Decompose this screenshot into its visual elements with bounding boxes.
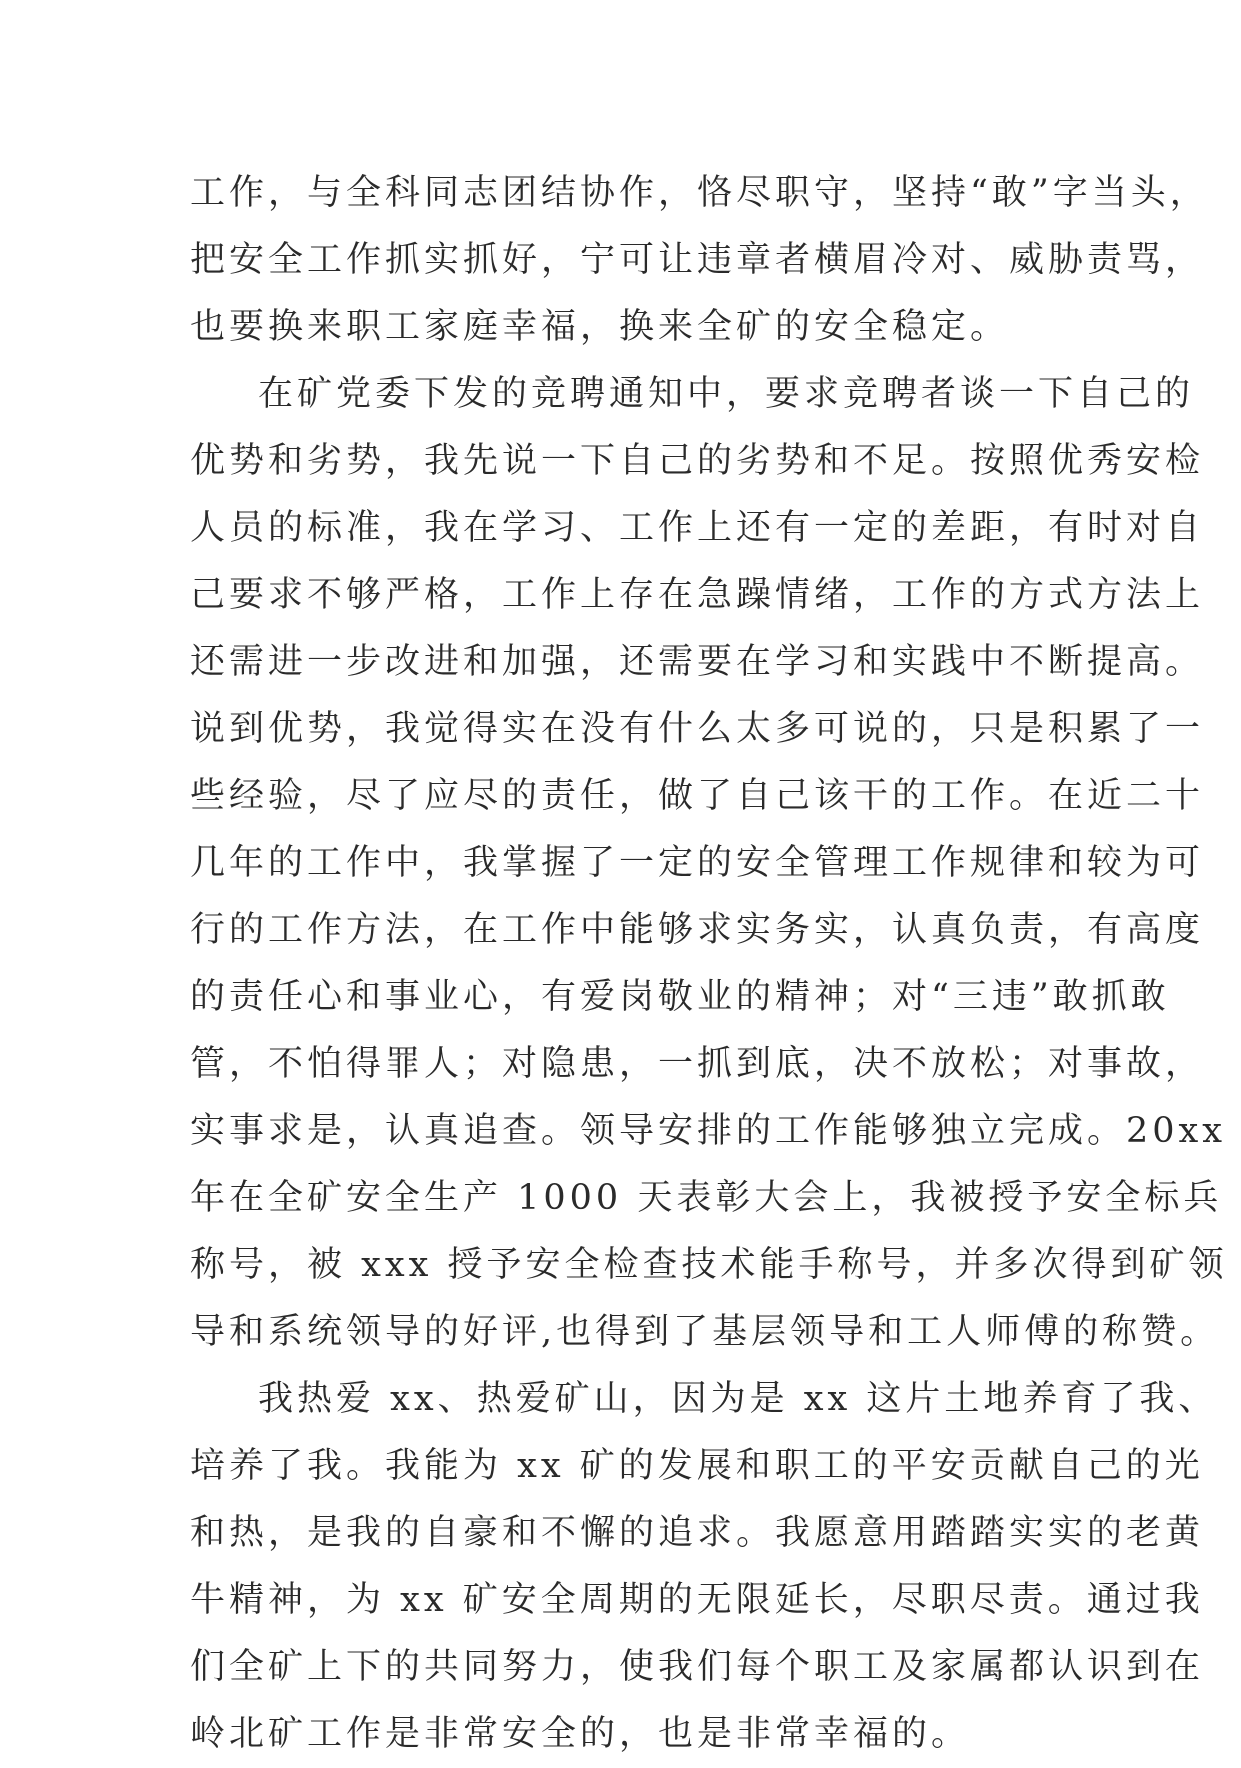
- text-line: 己要求不够严格，工作上存在急躁情绪，工作的方式方法上: [190, 575, 1205, 615]
- text-line: 培养了我。我能为 xx 矿的发展和职工的平安贡献自己的光: [190, 1446, 1204, 1486]
- text-line: 些经验，尽了应尽的责任，做了自己该干的工作。在近二十: [190, 776, 1205, 816]
- paragraph-1: [190, 160, 1209, 361]
- text-line: 导和系统领导的好评,也得到了基层领导和工人师傅的称赞。: [190, 1312, 1220, 1352]
- paragraph-2: [190, 361, 1228, 1366]
- text-line: 行的工作方法，在工作中能够求实务实，认真负责，有高度: [190, 910, 1205, 950]
- text-line: 还需进一步改进和加强，还需要在学习和实践中不断提高。: [190, 642, 1205, 682]
- text-line: 把安全工作抓实抓好，宁可让违章者横眉冷对、威胁责骂，: [190, 240, 1205, 280]
- text-line: 管，不怕得罪人；对隐患，一抓到底，决不放松；对事故，: [190, 1044, 1205, 1084]
- document-body: [190, 160, 1228, 1768]
- text-line: 我热爱 xx、热爱矿山，因为是 xx 这片土地养育了我、: [258, 1379, 1218, 1419]
- text-line: 优势和劣势，我先说一下自己的劣势和不足。按照优秀安检: [190, 441, 1205, 481]
- text-line: 年在全矿安全生产 1000 天表彰大会上，我被授予安全标兵: [190, 1178, 1223, 1218]
- text-line: 工作，与全科同志团结协作，恪尽职守，坚持“敢”字当头，: [190, 173, 1209, 213]
- text-line: 实事求是，认真追查。领导安排的工作能够独立完成。20xx: [190, 1111, 1227, 1151]
- text-line: 也要换来职工家庭幸福，换来全矿的安全稳定。: [190, 307, 1010, 347]
- paragraph-3: [190, 1366, 1218, 1768]
- text-line: 的责任心和事业心，有爱岗敬业的精神；对“三违”敢抓敢: [190, 977, 1170, 1017]
- text-line: 岭北矿工作是非常安全的，也是非常幸福的。: [190, 1714, 971, 1754]
- text-line: 牛精神，为 xx 矿安全周期的无限延长，尽职尽责。通过我: [190, 1580, 1204, 1620]
- text-line: 们全矿上下的共同努力，使我们每个职工及家属都认识到在: [190, 1647, 1205, 1687]
- text-line: 和热，是我的自豪和不懈的追求。我愿意用踏踏实实的老黄: [190, 1513, 1205, 1553]
- text-line: 人员的标准，我在学习、工作上还有一定的差距，有时对自: [190, 508, 1205, 548]
- text-line: 几年的工作中，我掌握了一定的安全管理工作规律和较为可: [190, 843, 1205, 883]
- text-line: 说到优势，我觉得实在没有什么太多可说的，只是积累了一: [190, 709, 1205, 749]
- text-line: 称号，被 xxx 授予安全检查技术能手称号，并多次得到矿领: [190, 1245, 1228, 1285]
- text-line: 在矿党委下发的竞聘通知中，要求竞聘者谈一下自己的: [258, 374, 1195, 414]
